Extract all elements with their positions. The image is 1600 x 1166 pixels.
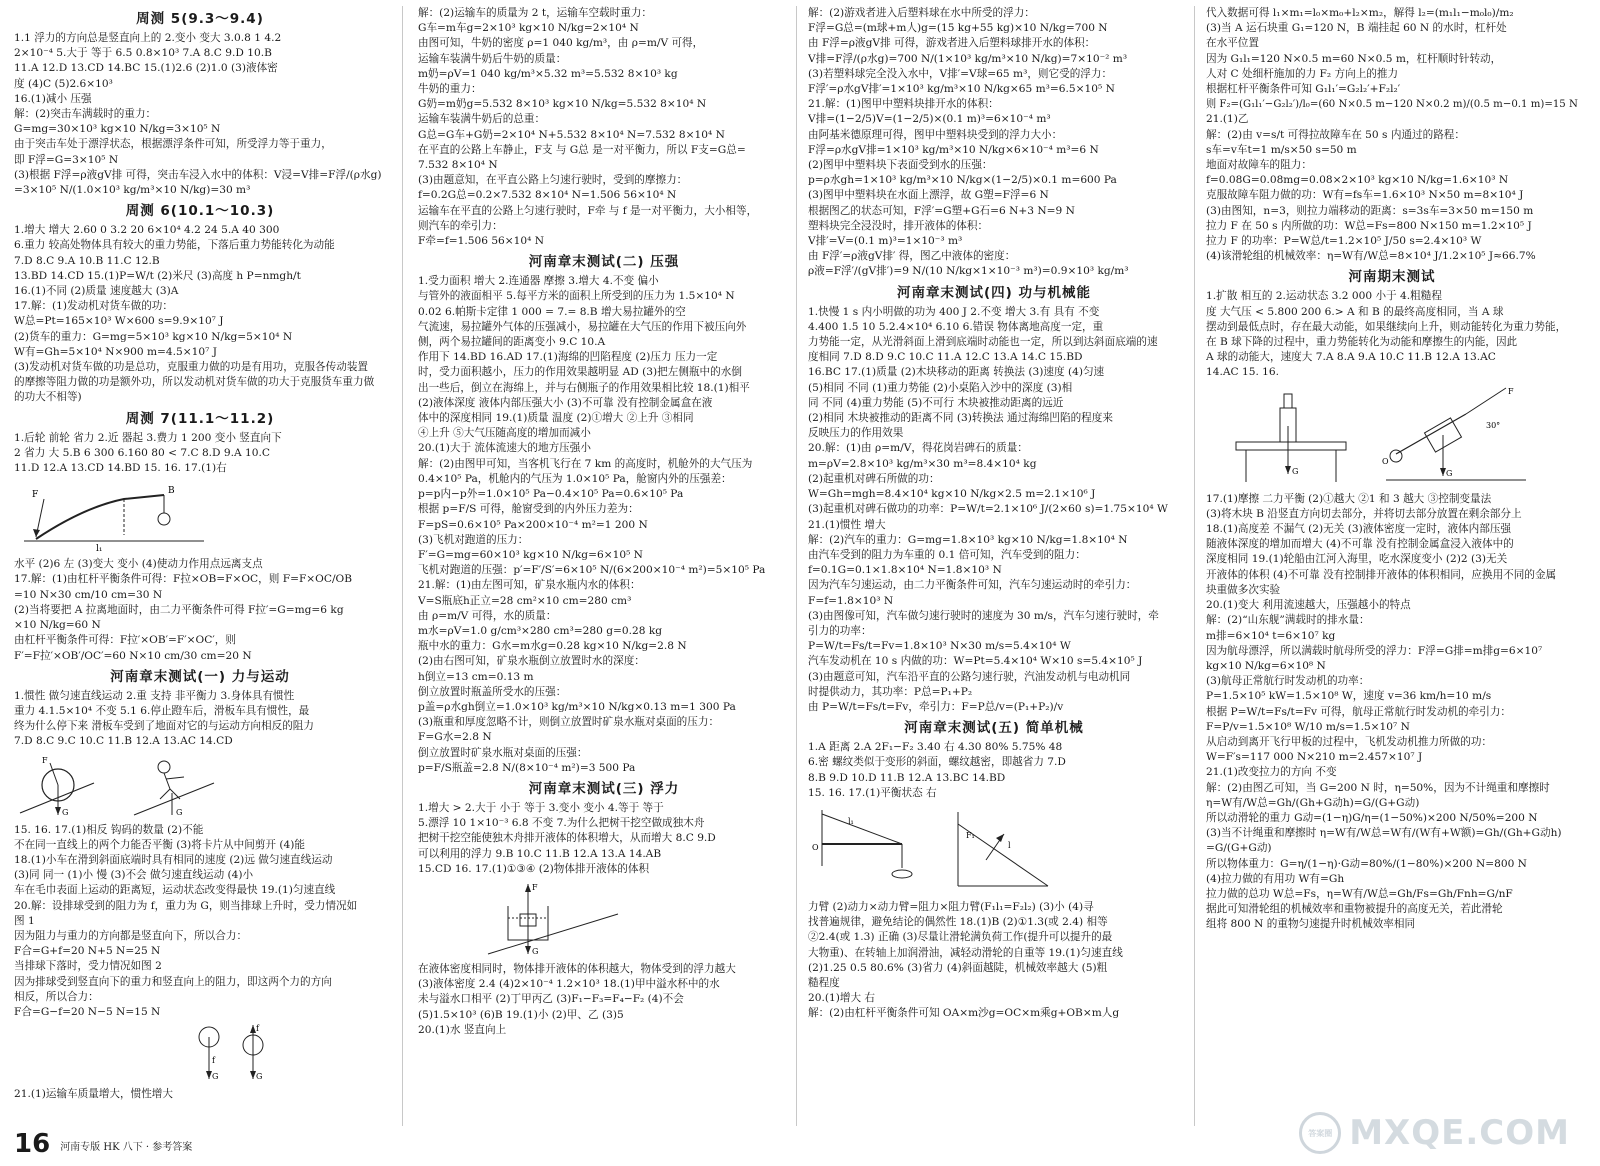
answer-line: 找普遍规律，避免结论的偶然性 18.(1)B (2)①1.3(或 2.4) 相等: [808, 916, 1108, 929]
answer-block: [418, 274, 790, 776]
svg-text:G: G: [1446, 468, 1453, 478]
svg-text:F: F: [32, 490, 39, 501]
svg-text:F: F: [532, 882, 538, 892]
answer-line: (3)同 同一 (1)小 慢 (3)不会 做匀速直线运动 (4)小: [14, 869, 254, 882]
column-4: [1206, 6, 1578, 1126]
answer-line: (3)液体密度 2.4 (4)2×10⁻⁴ 1.2×10³ 18.(1)甲中溢水杯中的水: [418, 978, 720, 991]
answer-line: 引力的功率：: [808, 624, 872, 637]
page-footer: [14, 1128, 192, 1158]
answer-line: (3)由题意知，在平直公路上匀速行驶时，受到的摩擦力：: [418, 174, 688, 187]
answer-line: G奶=m奶g=5.532 8×10³ kg×10 N/kg=5.532 8×10⁴ N: [418, 98, 707, 111]
answer-line: 开液体的体积 (4)不可靠 没有控制排开液体的体积相同，应换用不同的金属: [1206, 568, 1557, 581]
svg-text:G: G: [212, 1072, 219, 1082]
svg-text:G: G: [532, 946, 539, 956]
answer-line: 18.(1)高度差 不漏气 (2)无关 (3)液体密度一定时，液体内部压强: [1206, 523, 1512, 536]
answer-line: 4.400 1.5 10 5.2.4×10⁴ 6.10 6.错误 物体离地高度一定，重: [808, 320, 1104, 333]
answer-block: [14, 823, 386, 1021]
answer-line: p=p内−p外=1.0×10⁵ Pa−0.4×10⁵ Pa=0.6×10⁵ Pa: [418, 488, 684, 501]
answer-line: 21.(1)运输车质量增大，惯性增大: [14, 1088, 173, 1101]
answer-line: 瓶中水的重力：G水=m水g=0.28 kg×10 N/kg=2.8 N: [418, 640, 687, 653]
watermark-badge-icon: 答案圈: [1299, 1112, 1341, 1154]
section-heading: 河南章末测试(一) 力与运动: [110, 668, 290, 685]
answer-line: 1.快慢 1 s 内小明做的功为 400 J 2.不变 增大 3.有 具有 不变: [808, 305, 1100, 318]
answer-line: 倒立放置时矿泉水瓶对桌面的压强：: [418, 746, 588, 759]
answer-line: 21.解：(1)由左图可知，矿泉水瓶内水的体积：: [418, 579, 641, 592]
answer-line: (2)起重机对碑石所做的功：: [808, 472, 940, 485]
answer-line: P=1.5×10⁵ kW=1.5×10⁸ W，速度 v=36 km/h=10 m/s: [1206, 690, 1492, 703]
answer-line: 由阿基米德原理可得，图甲中塑料块受到的浮力大小：: [808, 128, 1063, 141]
answer-line: 力臂 (2)动力×动力臂=阻力×阻力臂(F₁l₁=F₂l₂) (3)小 (4)寻: [808, 900, 1094, 913]
answer-line: 深度相同 19.(1)轮船由江河入海里，吃水深度变小 (2)2 (3)无关: [1206, 553, 1508, 566]
answer-line: s车=v车t=1 m/s×50 s=50 m: [1206, 143, 1357, 156]
answer-line: 根据 P=W/t=Fs/t=Fv 可得，航母正常航行时发动机的牵引力：: [1206, 705, 1512, 718]
answer-line: 不在同一直线上的两个力能否平衡 (3)将卡片从中间剪开 (4)能: [14, 838, 305, 851]
answer-line: 根据 p=F/S 可得，舱窗受到的内外压力差为：: [418, 503, 639, 516]
answer-line: 克服故障车阻力做的功：W有=fs车=1.6×10³ N×50 m=8×10⁴ J: [1206, 189, 1524, 202]
answer-line: =10 N×30 cm/10 cm=30 N: [14, 588, 163, 601]
answer-line: 组将 800 N 的重物匀速提升时机械效率相同: [1206, 918, 1416, 931]
answer-line: 20.解：设排球受到的阻力为 f，重力为 G，则当排球上升时，受力情况如: [14, 899, 358, 912]
answer-line: V排′=V=(0.1 m)³=1×10⁻³ m³: [808, 235, 963, 248]
section-heading: 河南期末测试: [1348, 269, 1436, 286]
answer-line: W总=Pt=165×10³ W×600 s=9.9×10⁷ J: [14, 315, 224, 328]
svg-text:B: B: [168, 486, 175, 497]
svg-text:F: F: [1508, 386, 1514, 396]
answer-line: (3)起重机对碑石做功的功率：P=W/t=2.1×10⁶ J/(2×60 s)=1.75×10⁴ W: [808, 503, 1168, 516]
answer-line: 由杠杆平衡条件可得：F拉′×OB′=F′×OC′，则: [14, 634, 236, 647]
column-divider: [796, 6, 797, 1126]
answer-line: G=mg=30×10³ kg×10 N/kg=3×10⁵ N: [14, 123, 221, 136]
svg-text:O: O: [1382, 456, 1389, 466]
answer-line: 在 B 球下降的过程中，重力势能转化为动能和摩擦生的内能，因此: [1206, 336, 1518, 349]
answer-line: 解：(2)突击车满载时的重力：: [14, 108, 157, 121]
answer-line: G总=G车+G奶=2×10⁴ N+5.532 8×10⁴ N=7.532 8×10⁴ N: [418, 128, 725, 141]
answer-line: 在水平位置: [1206, 37, 1259, 50]
answer-block: [808, 900, 1180, 1022]
section-heading: 周测 7(11.1～11.2): [125, 410, 275, 427]
answer-line: 反映压力的作用效果: [808, 427, 904, 440]
answer-line: 21.(1)乙: [1206, 113, 1249, 126]
answer-line: G车=m车g=2×10³ kg×10 N/kg=2×10⁴ N: [418, 22, 639, 35]
answer-line: 飞机对跑道的压强：p′=F′/S′=6×10⁵ N/(6×200×10⁻⁴ m²)=5×10⁵ Pa: [418, 564, 766, 577]
answer-line: 15.CD 16. 17.(1)①③④ (2)物体排开液体的体积: [418, 862, 650, 875]
answer-line: 由图可知，牛奶的密度 ρ=1 040 kg/m³，由 ρ=m/V 可得，: [418, 37, 704, 50]
answer-line: (2)相同 木块被推动的距离不同 (3)转换法 通过海绵凹陷的程度来: [808, 412, 1113, 425]
answer-line: 出一些后，倒立在海绵上，并与右侧瓶子的作用效果相比较 18.(1)相平: [418, 381, 750, 394]
answer-line: 塑料块完全浸没时，排开液体的体积：: [808, 219, 989, 232]
answer-line: 的摩擦等阻力做的功是额外功，所以发动机对货车做的功大于克服货车重力做: [14, 376, 375, 389]
answer-line: (3)瓶重和厚度忽略不计，则倒立放置时矿泉水瓶对桌面的压力：: [418, 716, 720, 729]
answer-line: f=0.08G=0.08mg=0.08×2×10³ kg×10 N/kg=1.6×10³ N: [1206, 174, 1509, 187]
answer-line: (4)该滑轮组的机械效率：η=W有/W总=8×10⁴ J/1.2×10⁵ J≈66.7%: [1206, 250, 1536, 263]
answer-line: 20.(1)水 竖直向上: [418, 1023, 507, 1036]
answer-line: 大物重)、在转轴上加润滑油，减轻动滑轮的自重等 19.(1)匀速直线: [808, 946, 1123, 959]
answer-line: 气流速，易拉罐外气体的压强减小，易拉罐在大气压的作用下被压向外: [418, 320, 747, 333]
answer-line: 未与溢水口相平 (2)丁甲丙乙 (3)F₁−F₃=F₄−F₂ (4)不会: [418, 993, 684, 1006]
answer-line: F=P/v=1.5×10⁸ W/10 m/s=1.5×10⁷ N: [1206, 720, 1410, 733]
answer-line: 即 F浮=G=3×10⁵ N: [14, 153, 119, 166]
watermark: [1299, 1112, 1570, 1154]
answer-line: V排=(1−2/5)V=(1−2/5)×(0.1 m)³=6×10⁻⁴ m³: [808, 113, 1051, 126]
column-divider: [1194, 6, 1195, 1126]
answer-line: m水=ρV=1.0 g/cm³×280 cm³=280 g=0.28 kg: [418, 624, 663, 637]
answer-line: 解：(2)由图甲可知，当客机飞行在 7 km 的高度时，机舱外的大气压为: [418, 457, 753, 470]
answer-line: 7.D 8.C 9.C 10.C 11.B 12.A 13.AC 14.CD: [14, 735, 233, 748]
answer-line: (3)若塑料球完全没入水中，V排′=V球=65 m³，则它受的浮力：: [808, 67, 1113, 80]
answer-line: =3×10⁵ N/(1.0×10³ kg/m³×10 N/kg)=30 m³: [14, 184, 251, 197]
answer-line: 2×10⁻⁴ 5.大于 等于 6.5 0.8×10³ 7.A 8.C 9.D 10.B: [14, 47, 272, 60]
answer-line: 由 ρ=m/V 可得，水的质量：: [418, 609, 557, 622]
answer-line: 因为航母漂浮，所以满载时航母所受的浮力：F浮=G排=m排g=6×10⁷: [1206, 644, 1543, 657]
answer-line: f=0.1G=0.1×1.8×10⁴ N=1.8×10³ N: [808, 564, 1002, 577]
answer-line: 21.解：(1)图甲中塑料块排开水的体积：: [808, 98, 999, 111]
answer-line: 21.(1)改变拉力的方向 不变: [1206, 766, 1337, 779]
svg-text:G: G: [1292, 466, 1299, 476]
svg-text:30°: 30°: [1486, 420, 1501, 430]
answer-line: ρ液=F浮′/(gV排′)=9 N/(10 N/kg×1×10⁻³ m³)=0.9×10³ kg/m³: [808, 265, 1129, 278]
answer-line: m奶=ρV=1 040 kg/m³×5.32 m³=5.532 8×10³ kg: [418, 67, 678, 80]
answer-line: 拉力做的总功 W总=Fs，η=W有/W总=Gh/Fs=Gh/Fnh=G/nF: [1206, 887, 1513, 900]
answer-line: (3)将木块 B 沿竖直方向切去部分，并将切去部分放置在剩余部分上: [1206, 507, 1522, 520]
answer-line: 随液体深度的增加而增大 (4)不可靠 没有控制金属盒浸入液体中的: [1206, 538, 1514, 551]
answer-line: (5)相同 不同 (1)重力势能 (2)小桌陷入沙中的深度 (3)相: [808, 381, 1073, 394]
answer-line: 20.(1)增大 右: [808, 992, 876, 1005]
answer-line: 由于突击车处于漂浮状态，根据漂浮条件可知，所受浮力等于重力，: [14, 138, 332, 151]
answer-block: [418, 962, 790, 1038]
figure-simple: [808, 804, 1180, 896]
figure-balls: [14, 1023, 386, 1083]
answer-line: ×10 N/kg=60 N: [14, 619, 101, 632]
svg-text:G: G: [62, 807, 69, 817]
answer-line: 2 省力 大 5.B 6 300 6.160 80 < 7.C 8.D 9.A 10.C: [14, 446, 270, 459]
answer-line: 所以物体重力：G=η/(1−η)·G动=80%/(1−80%)×200 N=800 N: [1206, 857, 1527, 870]
answer-line: (3)当不计绳重和摩擦时 η=W有/W总=W有/(W有+W额)=Gh/(Gh+G动h): [1206, 827, 1562, 840]
answer-line: 由 F浮=ρ液gV排 可得，游戏者进入后塑料球排开水的体积：: [808, 37, 1096, 50]
answer-line: W有=Gh=5×10⁴ N×900 m=4.5×10⁷ J: [14, 345, 217, 358]
answer-line: (3)根据 F浮=ρ液gV排 可得，突击车浸入水中的体积：V浸=V排=F浮/(ρ水g): [14, 168, 382, 181]
section-heading: 河南章末测试(五) 简单机械: [904, 720, 1084, 737]
answer-line: 块重做多次实验: [1206, 583, 1281, 596]
answer-line: 图 1: [14, 914, 35, 927]
answer-block: [808, 740, 1180, 801]
answer-line: 因为 G₁l₁=120 N×0.5 m=60 N×0.5 m，杠杆顺时针转动，: [1206, 52, 1502, 65]
svg-text:G: G: [176, 807, 183, 817]
column-divider: [402, 6, 403, 1126]
answer-line: F=pS=0.6×10⁵ Pa×200×10⁻⁴ m²=1 200 N: [418, 518, 648, 531]
answer-line: 在液体密度相同时，物体排开液体的体积越大，物体受到的浮力越大: [418, 962, 736, 975]
answer-line: (2)货车的重力：G=mg=5×10³ kg×10 N/kg=5×10⁴ N: [14, 330, 293, 343]
answer-line: 度 大气压 < 5.800 200 6.> A 和 B 的最终高度相同，当 A 球: [1206, 305, 1504, 318]
answer-line: 地面对故障车的阻力：: [1206, 159, 1312, 172]
answer-line: 1.后轮 前轮 省力 2.近 器起 3.费力 1 200 变小 竖直向下: [14, 431, 282, 444]
answer-line: 的功大不相等): [14, 391, 82, 404]
answer-line: p=ρ水gh=1×10³ kg/m³×10 N/kg×(1−2/5)×0.1 m=600 Pa: [808, 174, 1117, 187]
watermark-text: MXQE.COM: [1349, 1113, 1570, 1153]
answer-line: 运输车在平直的公路上匀速行驶时，F牵 与 f 是一对平衡力，大小相等，: [418, 204, 758, 217]
answer-line: p=F/S瓶盖=2.8 N/(8×10⁻⁴ m²)=3 500 Pa: [418, 761, 636, 774]
answer-line: 7.532 8×10⁴ N: [418, 159, 498, 172]
answer-line: (2)当将要把 A 拉离地面时，由二力平衡条件可得 F拉′=G=mg=6 kg: [14, 603, 344, 616]
answer-line: 15. 16. 17.(1)平衡状态 右: [808, 786, 937, 799]
answer-line: 倒立放置时瓶盖所受水的压强：: [418, 685, 567, 698]
answer-line: 16.(1)减小 压强: [14, 92, 92, 105]
answer-line: 把树干挖空能使独木舟排开液体的体积增大，从而增大 8.C 9.D: [418, 832, 716, 845]
answer-line: 牛奶的重力：: [418, 83, 482, 96]
answer-line: 1.增大 增大 2.60 0 3.2 20 6×10⁴ 4.2 24 5.A 40 300: [14, 224, 280, 237]
answer-line: 拉力 F 在 50 s 内所做的功：W总=Fs=800 N×150 m=1.2×10⁵ J: [1206, 219, 1532, 232]
answer-block: [1206, 492, 1578, 933]
answer-line: 18.(1)小车在滑到斜面底端时具有相同的速度 (2)远 做匀速直线运动: [14, 853, 333, 866]
answer-line: kg×10 N/kg=6×10⁸ N: [1206, 659, 1326, 672]
answer-block: [808, 6, 1180, 280]
svg-text:f: f: [256, 1024, 259, 1034]
answer-line: 同 不同 (4)重力势能 (5)不可行 木块被推动距离的远近: [808, 396, 1064, 409]
answer-line: 解：(2)“山东舰”满载时的排水量：: [1206, 614, 1370, 627]
answer-line: 14.AC 15. 16.: [1206, 366, 1280, 379]
answer-line: 作用下 14.BD 16.AD 17.(1)海绵的凹陷程度 (2)压力 压力一定: [418, 351, 718, 364]
answer-line: 15. 16. 17.(1)相反 钩码的数量 (2)不能: [14, 823, 204, 836]
answer-line: F=G水=2.8 N: [418, 731, 492, 744]
answer-line: 16.BC 17.(1)质量 (2)木块移动的距离 转换法 (3)速度 (4)匀速: [808, 366, 1105, 379]
answer-line: 拉力 F 的功率：P=W总/t=1.2×10⁵ J/50 s=2.4×10³ W: [1206, 235, 1482, 248]
answer-line: 0.02 6.帕斯卡定律 1 000 = 7.= 8.B 增大易拉罐外的空: [418, 305, 686, 318]
section-heading: 河南章末测试(三) 浮力: [528, 780, 680, 797]
answer-block: [14, 1087, 386, 1102]
answer-line: 可以利用的浮力 9.B 10.C 11.B 12.A 13.A 14.AB: [418, 847, 662, 860]
answer-block: [14, 557, 386, 663]
answer-line: p盖=ρ水gh倒立=1.0×10³ kg/m³×10 N/kg×0.13 m=1 300 Pa: [418, 700, 736, 713]
answer-line: 根据图乙的状态可知，F浮′=G塑+G石=6 N+3 N=9 N: [808, 204, 1075, 217]
answer-block: [1206, 289, 1578, 380]
answer-line: 由 P=W/t=Fs/t=Fv，牵引力：F=P总/v=(P₁+P₂)/v: [808, 700, 1064, 713]
svg-text:F₁: F₁: [966, 830, 975, 840]
answer-line: (3)航母正常航行时发动机的功率：: [1206, 675, 1370, 688]
answer-line: 据此可知滑轮组的机械效率和重物被提升的高度无关，若此滑轮: [1206, 903, 1503, 916]
answer-line: 20.解：(1)由 ρ=m/V，得花岗岩碑石的质量：: [808, 442, 1028, 455]
answer-line: 11.D 12.A 13.CD 14.BD 15. 16. 17.(1)右: [14, 462, 227, 475]
column-3: [808, 6, 1180, 1126]
answer-line: 17.解：(1)发动机对货车做的功：: [14, 300, 173, 313]
answer-line: 则汽车的牵引力：: [418, 219, 503, 232]
answer-line: W=F′s=117 000 N×210 m=2.457×10⁷ J: [1206, 751, 1423, 764]
answer-line: (3)由题意可知，汽车沿平直的公路匀速行驶，汽油发动机与电动机同: [808, 670, 1131, 683]
answer-line: 因为阻力与重力的方向都是竖直向下，所以合力：: [14, 929, 248, 942]
answer-line: 车在毛巾表面上运动的距离短，运动状态改变得最快 19.(1)匀速直线: [14, 884, 336, 897]
answer-line: 侧，两个易拉罐间的距离变小 9.C 10.A: [418, 336, 606, 349]
answer-line: F合=G−f=20 N−5 N=15 N: [14, 1005, 161, 1018]
answer-line: V排=F浮/(ρ水g)=700 N/(1×10³ kg/m³×10 N/kg)=7×10⁻² m³: [808, 52, 1128, 65]
answer-line: 6.密 螺纹类似于变形的斜面，螺纹越密，即越省力 7.D: [808, 756, 1066, 769]
answer-line: (3)由图知，n=3，则拉力端移动的距离：s=3s车=3×50 m=150 m: [1206, 204, 1534, 217]
answer-line: 16.(1)不同 (2)质量 速度越大 (3)A: [14, 285, 179, 298]
answer-line: 运输车装满牛奶后的总重：: [418, 113, 546, 126]
answer-line: 糙程度: [808, 976, 840, 989]
answer-line: 从启动到离开飞行甲板的过程中，飞机发动机推力所做的功：: [1206, 735, 1493, 748]
answer-line: 因为汽车匀速运动，由二力平衡条件可知，汽车匀速运动时的牵引力：: [808, 579, 1137, 592]
answer-line: 由 F浮′=ρ液gV排′ 得，图乙中液体的密度：: [808, 250, 1016, 263]
answer-line: F浮=ρ水gV排=1×10³ kg/m³×10 N/kg×6×10⁻⁴ m³=6 N: [808, 143, 1099, 156]
answer-line: h倒立=13 cm=0.13 m: [418, 670, 534, 683]
answer-line: 1.受力面积 增大 2.连通器 摩擦 3.增大 4.不变 偏小: [418, 275, 659, 288]
answer-line: 当排球下落时，受力情况如图 2: [14, 960, 162, 973]
svg-text:O: O: [812, 842, 819, 852]
answer-line: 20.(1)大于 流体流速大的地方压强小: [418, 442, 591, 455]
answer-block: [418, 6, 790, 249]
answer-line: 6.重力 较高处物体具有较大的重力势能，下落后重力势能转化为动能: [14, 239, 335, 252]
answer-line: 1.增大 > 2.大于 小于 等于 3.变小 变小 4.等于 等于: [418, 801, 664, 814]
answer-line: 时，受力面积越小，压力的作用效果越明显 AD (3)把左侧瓶中的水倒: [418, 366, 742, 379]
answer-line: 度相同 7.D 8.D 9.C 10.C 11.A 12.C 13.A 14.C 15.BD: [808, 351, 1083, 364]
answer-line: 解：(2)由 v=s/t 可得拉故障车在 50 s 内通过的路程：: [1206, 128, 1465, 141]
answer-line: F牵=f=1.506 56×10⁴ N: [418, 235, 545, 248]
answer-line: V=S瓶底h正立=28 cm²×10 cm=280 cm³: [418, 594, 632, 607]
answer-line: 根据杠杆平衡条件可知 G₁l₁′=G₂l₂′+F₂l₂′: [1206, 83, 1401, 96]
answer-line: 1.1 浮力的方向总是竖直向上的 2.变小 变大 3.0.8 1 4.2: [14, 32, 282, 44]
answer-line: 7.D 8.C 9.A 10.B 11.C 12.B: [14, 254, 160, 267]
answer-line: P=W/t=Fs/t=Fv=1.8×10³ N×30 m/s=5.4×10⁴ W: [808, 640, 1071, 653]
section-heading: 河南章末测试(四) 功与机械能: [896, 284, 1092, 301]
answer-line: ②2.4(或 1.3) 正确 (3)尽量让滑轮满负荷工作(提升可以提升的最: [808, 931, 1113, 944]
answer-line: 摆动到最低点时，存在最大动能，如果继续向上升，则动能转化为重力势能，: [1206, 320, 1567, 333]
answer-line: F′=G=mg=60×10³ kg×10 N/kg=6×10⁵ N: [418, 548, 643, 561]
answer-line: 相反，所以合力：: [14, 990, 99, 1003]
answer-line: 运输车装满牛奶后牛奶的质量：: [418, 52, 567, 65]
svg-text:l: l: [1008, 840, 1011, 850]
figure-float: [418, 880, 790, 958]
answer-line: 20.(1)变大 利用流速越大，压强越小的特点: [1206, 599, 1411, 612]
answer-line: 21.(1)惯性 增大: [808, 518, 886, 531]
page-number: 16: [14, 1129, 51, 1159]
answer-line: 17.(1)摩擦 二力平衡 (2)①越大 ②1 和 3 越大 ③控制变量法: [1206, 492, 1492, 505]
answer-line: 解：(2)由杠杆平衡条件可知 OA×m沙g=OC×m乘g+OB×m人g: [808, 1007, 1120, 1020]
answer-line: 由汽车受到的阻力为车重的 0.1 倍可知，汽车受到的阻力：: [808, 548, 1086, 561]
answer-block: [14, 223, 386, 405]
answer-line: 5.漂浮 10 1×10⁻³ 6.8 不变 7.为什么把树干挖空做成独木舟: [418, 817, 705, 830]
answer-block: [1206, 6, 1578, 264]
answer-line: F浮′=ρ水gV排′=1×10³ kg/m³×10 N/kg×65 m³=6.5×10⁵ N: [808, 83, 1115, 96]
answer-line: 时提供动力，其功率：P总=P₁+P₂: [808, 685, 973, 698]
answer-line: 则 F₂=(G₁l₁′−G₂l₂′)/l₀=(60 N×0.5 m−120 N×0.2 m)/(0.5 m−0.1 m)=15 N: [1206, 98, 1578, 111]
answer-line: 解：(2)运输车的质量为 2 t，运输车空载时重力：: [418, 7, 653, 19]
answer-line: F合=G+f=20 N+5 N=25 N: [14, 945, 161, 958]
answer-line: ④上升 ⑤大气压随高度的增加而减小: [418, 427, 591, 440]
answer-line: 体中的深度相同 19.(1)质量 温度 (2)①增大 ②上升 ③相同: [418, 412, 694, 425]
answer-line: 因为排球受到竖直向下的重力和竖直向上的阻力，即这两个力的方向: [14, 975, 332, 988]
svg-text:l₁: l₁: [848, 816, 854, 826]
answer-line: (2)1.25 0.5 80.6% (3)省力 (4)斜面越陡，机械效率越大 (5)粗: [808, 961, 1108, 974]
answer-line: η=W有/W总=Gh/(Gh+G动h)=G/(G+G动): [1206, 796, 1420, 809]
answer-line: 1.A 距离 2.A 2F₁−F₂ 3.40 右 4.30 80% 5.75% 48: [808, 741, 1063, 754]
figure-final: [1206, 384, 1578, 488]
answer-line: 8.B 9.D 10.D 11.B 12.A 13.BC 14.BD: [808, 771, 1006, 784]
section-heading: 河南章末测试(二) 压强: [528, 254, 680, 271]
footer-caption: 河南专版 HK 八下 · 参考答案: [60, 1142, 193, 1153]
svg-text:G: G: [256, 1072, 263, 1082]
answer-line: (2)由右图可知，矿泉水瓶倒立放置时水的深度：: [418, 655, 645, 668]
answer-line: F′=F拉′×OB′/OC′=60 N×10 cm/30 cm=20 N: [14, 649, 252, 662]
answer-line: W=Gh=mgh=8.4×10⁴ kg×10 N/kg×2.5 m=2.1×10⁶ J: [808, 488, 1096, 501]
answer-block: [14, 431, 386, 477]
answer-line: 解：(2)由图乙可知，当 G=200 N 时，η=50%，因为不计绳重和摩擦时: [1206, 781, 1550, 794]
answer-line: 与管外的液面相平 5.每平方米的面积上所受到的压力为 1.5×10⁴ N: [418, 290, 735, 303]
answer-line: (3)当 A 运石块重 G₁=120 N，B 端挂起 60 N 的水时，杠杆处: [1206, 22, 1507, 35]
answer-line: m=ρV=2.8×10³ kg/m³×30 m³=8.4×10⁴ kg: [808, 457, 1037, 470]
answer-line: 水平 (2)6 左 (3)变大 变小 (4)使动力作用点远离支点: [14, 558, 263, 571]
answer-line: A 球的动能大，速度大 7.A 8.A 9.A 10.C 11.B 12.A 13.AC: [1206, 351, 1496, 364]
answer-line: 1.扩散 相互的 2.运动状态 3.2 000 小于 4.粗糙程: [1206, 290, 1442, 303]
answer-line: 13.BD 14.CD 15.(1)P=W/t (2)米尺 (3)高度 h P=nmgh/t: [14, 269, 301, 282]
section-heading: 周测 5(9.3～9.4): [136, 11, 264, 27]
answer-block: [14, 31, 386, 198]
answer-line: m排=6×10⁴ t=6×10⁷ kg: [1206, 629, 1336, 642]
answer-line: (3)由图像可知，汽车做匀速行驶时的速度为 30 m/s，汽车匀速行驶时，牵: [808, 609, 1159, 622]
answer-line: 17.解：(1)由杠杆平衡条件可得：F拉×OB=F×OC，则 F=F×OC/OB: [14, 573, 353, 586]
answer-line: f=0.2G总=0.2×7.532 8×10⁴ N=1.506 56×10⁴ N: [418, 189, 677, 202]
column-2: [418, 6, 790, 1126]
answer-line: 度 (4)C (5)2.6×10³: [14, 77, 113, 90]
svg-text:F: F: [42, 755, 48, 765]
answer-line: =G/(G+G动): [1206, 842, 1272, 855]
answer-line: (3)图甲中塑料块在水面上漂浮，故 G塑=F浮=6 N: [808, 189, 1049, 202]
svg-text:l₁: l₁: [96, 544, 103, 554]
answer-line: 解：(2)汽车的重力：G=mg=1.8×10³ kg×10 N/kg=1.8×10⁴ N: [808, 533, 1128, 546]
answer-line: (3)飞机对跑道的压力：: [418, 533, 529, 546]
answer-line: (2)图甲中塑料块下表面受到水的压强：: [808, 159, 993, 172]
answer-line: 所以动滑轮的重力 G动=(1−η)G/η=(1−50%)×200 N/50%=200 N: [1206, 811, 1538, 824]
answer-line: 解：(2)游戏者进入后塑料球在水中所受的浮力：: [808, 7, 1035, 19]
svg-text:f: f: [212, 1056, 215, 1066]
answer-line: 汽车发动机在 10 s 内做的功：W=Pt=5.4×10⁴ W×10 s=5.4×10⁵ J: [808, 655, 1143, 668]
answer-line: 0.4×10⁵ Pa，机舱内的气压为 1.0×10⁵ Pa，舱窗内外的压强差：: [418, 472, 732, 485]
answer-line: 重力 4.1.5×10⁴ 不变 5.1 6.停止蹬车后，滑板车具有惯性，最: [14, 704, 310, 717]
answer-block: [14, 689, 386, 750]
column-1: [14, 6, 386, 1126]
answer-line: 力势能一定，从光滑斜面上滑到底端时动能也一定，所以到达斜面底端的速: [808, 336, 1158, 349]
answer-line: F=f=1.8×10³ N: [808, 594, 894, 607]
answer-line: F浮=G总=(m球+m人)g=(15 kg+55 kg)×10 N/kg=700 N: [808, 22, 1108, 35]
answer-line: 1.惯性 做匀速直线运动 2.重 支持 非平衡力 3.身体具有惯性: [14, 689, 295, 702]
answer-line: 人对 C 处细杆施加的力 F₂ 方向上的推力: [1206, 67, 1399, 80]
answer-line: (5)1.5×10³ (6)B 19.(1)小 (2)甲、乙 (3)5: [418, 1008, 624, 1021]
answer-line: (3)发动机对货车做的功是总功，克服重力做的功是有用功，克服各传动装置: [14, 361, 369, 374]
answer-line: (4)拉力做的有用功 W有=Gh: [1206, 872, 1345, 885]
answer-line: (2)液体深度 液体内部压强大小 (3)不可靠 没有控制金属盒在液: [418, 396, 713, 409]
answer-line: 终为什么停下来 滑板车受到了地面对它的与运动方向相反的阻力: [14, 720, 314, 733]
section-heading: 周测 6(10.1～10.3): [125, 203, 275, 220]
answer-line: 在平直的公路上车静止，F支 与 G总 是一对平衡力，所以 F支=G总=: [418, 143, 746, 156]
answer-block: [418, 801, 790, 877]
answer-line: 代入数据可得 l₁×m₁=l₀×m₀+l₂×m₂，解得 l₂=(m₁l₁−m₀l₀)/m₂: [1206, 7, 1514, 19]
answer-block: [808, 305, 1180, 715]
figure-roller: [14, 753, 386, 819]
answer-line: 11.A 12.D 13.CD 14.BC 15.(1)2.6 (2)1.0 (3)液体密: [14, 62, 278, 75]
figure-lever: [14, 479, 386, 553]
